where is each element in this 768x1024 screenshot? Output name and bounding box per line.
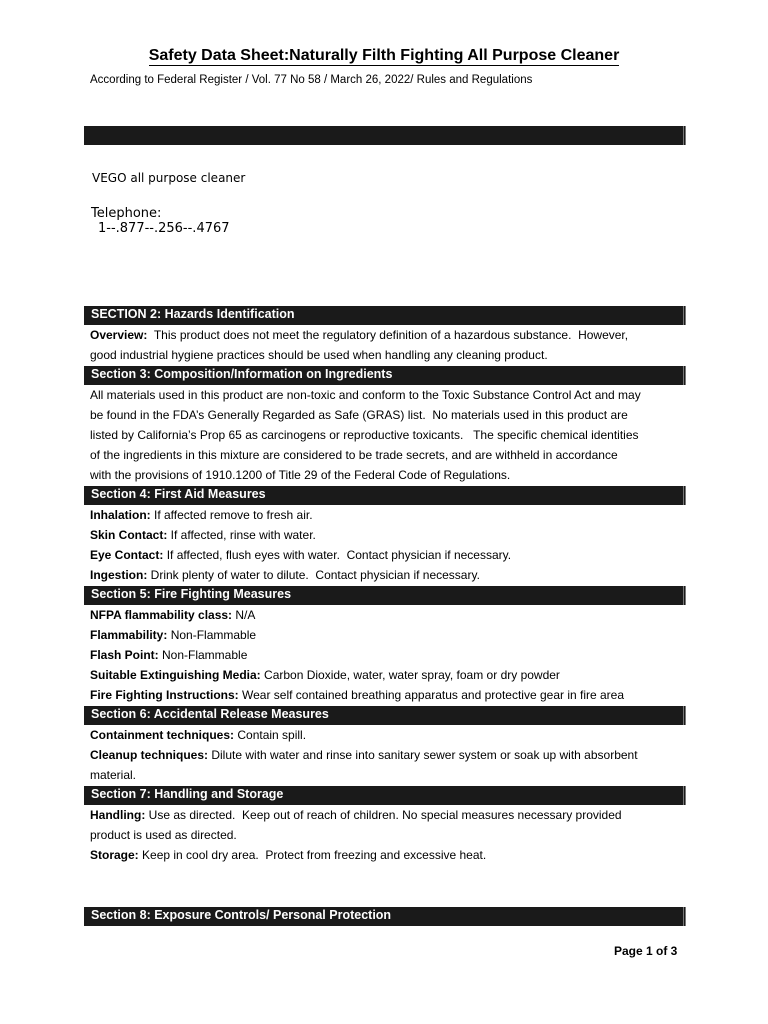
field-label: NFPA flammability class:: [90, 608, 233, 622]
section5-header: [84, 586, 686, 605]
text-line: [90, 645, 685, 665]
section2-body: [90, 325, 685, 365]
section1-header-bar: [84, 126, 686, 145]
text-line: [90, 765, 685, 785]
text-line: [90, 465, 685, 485]
field-text: material.: [90, 768, 137, 782]
field-text: Dilute with water and rinse into sanitary sewer system or soak up with absorbent: [208, 748, 638, 762]
field-text: Wear self contained breathing apparatus and protective gear in fire area: [238, 688, 625, 702]
section-title: Section 6: Accidental Release Measures: [91, 707, 329, 721]
text-line: [90, 625, 685, 645]
field-text: Non-Flammable: [167, 628, 257, 642]
field-text: listed by California’s Prop 65 as carcinogens or reproductive toxicants. The specific chemical identities: [90, 428, 639, 442]
text-line: [90, 685, 685, 705]
section-title: SECTION 2: Hazards Identification: [91, 307, 295, 321]
field-text: product is used as directed.: [90, 828, 237, 842]
text-line: [90, 845, 685, 865]
section4-body: [90, 505, 685, 585]
field-label: Skin Contact:: [90, 528, 168, 542]
text-line: [90, 345, 685, 365]
field-text: If affected remove to fresh air.: [150, 508, 313, 522]
section7-body: [90, 805, 685, 865]
field-text: of the ingredients in this mixture are considered to be trade secrets, and are withheld in accordance: [90, 448, 618, 462]
field-text: Use as directed. Keep out of reach of children. No special measures necessary provided: [145, 808, 622, 822]
field-text: If affected, rinse with water.: [167, 528, 316, 542]
text-line: [90, 425, 685, 445]
regulation-reference: According to Federal Register / Vol. 77 No 58 / March 26, 2022/ Rules and Regulations: [90, 74, 533, 86]
field-text: If affected, flush eyes with water. Contact physician if necessary.: [163, 548, 512, 562]
field-label: Ingestion:: [90, 568, 148, 582]
product-name: VEGO all purpose cleaner: [92, 171, 246, 185]
text-line: [90, 445, 685, 465]
field-label: Flash Point:: [90, 648, 159, 662]
field-text: Drink plenty of water to dilute. Contact physician if necessary.: [147, 568, 480, 582]
text-line: [90, 665, 685, 685]
section6-header: [84, 706, 686, 725]
field-text: All materials used in this product are non-toxic and conform to the Toxic Substance Control Act and may: [90, 388, 641, 402]
section-title: Section 3: Composition/Information on Ingredients: [91, 367, 393, 381]
field-text: Non-Flammable: [158, 648, 248, 662]
section2-header: [84, 306, 686, 325]
section-title: Section 4: First Aid Measures: [91, 487, 266, 501]
text-line: [90, 805, 685, 825]
field-text: Keep in cool dry area. Protect from freezing and excessive heat.: [138, 848, 487, 862]
section5-body: [90, 605, 685, 705]
section8-header: [84, 907, 686, 926]
field-label: Suitable Extinguishing Media:: [90, 668, 261, 682]
text-line: [90, 325, 685, 345]
text-line: [90, 385, 685, 405]
section6-body: [90, 725, 685, 785]
section3-header: [84, 366, 686, 385]
field-text: Contain spill.: [234, 728, 307, 742]
section7-header: [84, 786, 686, 805]
field-label: Containment techniques:: [90, 728, 235, 742]
section-title: Section 7: Handling and Storage: [91, 787, 284, 801]
field-text: This product does not meet the regulatory definition of a hazardous substance. However,: [147, 328, 629, 342]
field-label: Fire Fighting Instructions:: [90, 688, 239, 702]
field-text: N/A: [232, 608, 256, 622]
section-title: Section 5: Fire Fighting Measures: [91, 587, 292, 601]
text-line: [90, 565, 685, 585]
text-line: [90, 505, 685, 525]
field-label: Inhalation:: [90, 508, 151, 522]
field-text: with the provisions of 1910.1200 of Title 29 of the Federal Code of Regulations.: [90, 468, 511, 482]
text-line: [90, 525, 685, 545]
field-text: be found in the FDA’s Generally Regarded as Safe (GRAS) list. No materials used in this product are: [90, 408, 628, 422]
field-text: good industrial hygiene practices should be used when handling any cleaning product.: [90, 348, 548, 362]
telephone-number: 1--.877--.256--.4767: [98, 221, 230, 236]
text-line: [90, 825, 685, 845]
section-title: Section 8: Exposure Controls/ Personal Protection: [91, 908, 392, 922]
text-line: [90, 545, 685, 565]
page-number: Page 1 of 3: [614, 944, 678, 958]
document-title: Safety Data Sheet:Naturally Filth Fighting All Purpose Cleaner: [148, 47, 620, 64]
field-label: Flammability:: [90, 628, 168, 642]
section3-body: [90, 385, 685, 485]
field-label: Handling:: [90, 808, 146, 822]
field-label: Cleanup techniques:: [90, 748, 209, 762]
field-label: Storage:: [90, 848, 139, 862]
section4-header: [84, 486, 686, 505]
field-label: Eye Contact:: [90, 548, 164, 562]
text-line: [90, 405, 685, 425]
text-line: [90, 725, 685, 745]
field-label: Overview:: [90, 328, 148, 342]
telephone-label: Telephone:: [91, 206, 162, 221]
text-line: [90, 605, 685, 625]
field-text: Carbon Dioxide, water, water spray, foam or dry powder: [260, 668, 560, 682]
text-line: [90, 745, 685, 765]
